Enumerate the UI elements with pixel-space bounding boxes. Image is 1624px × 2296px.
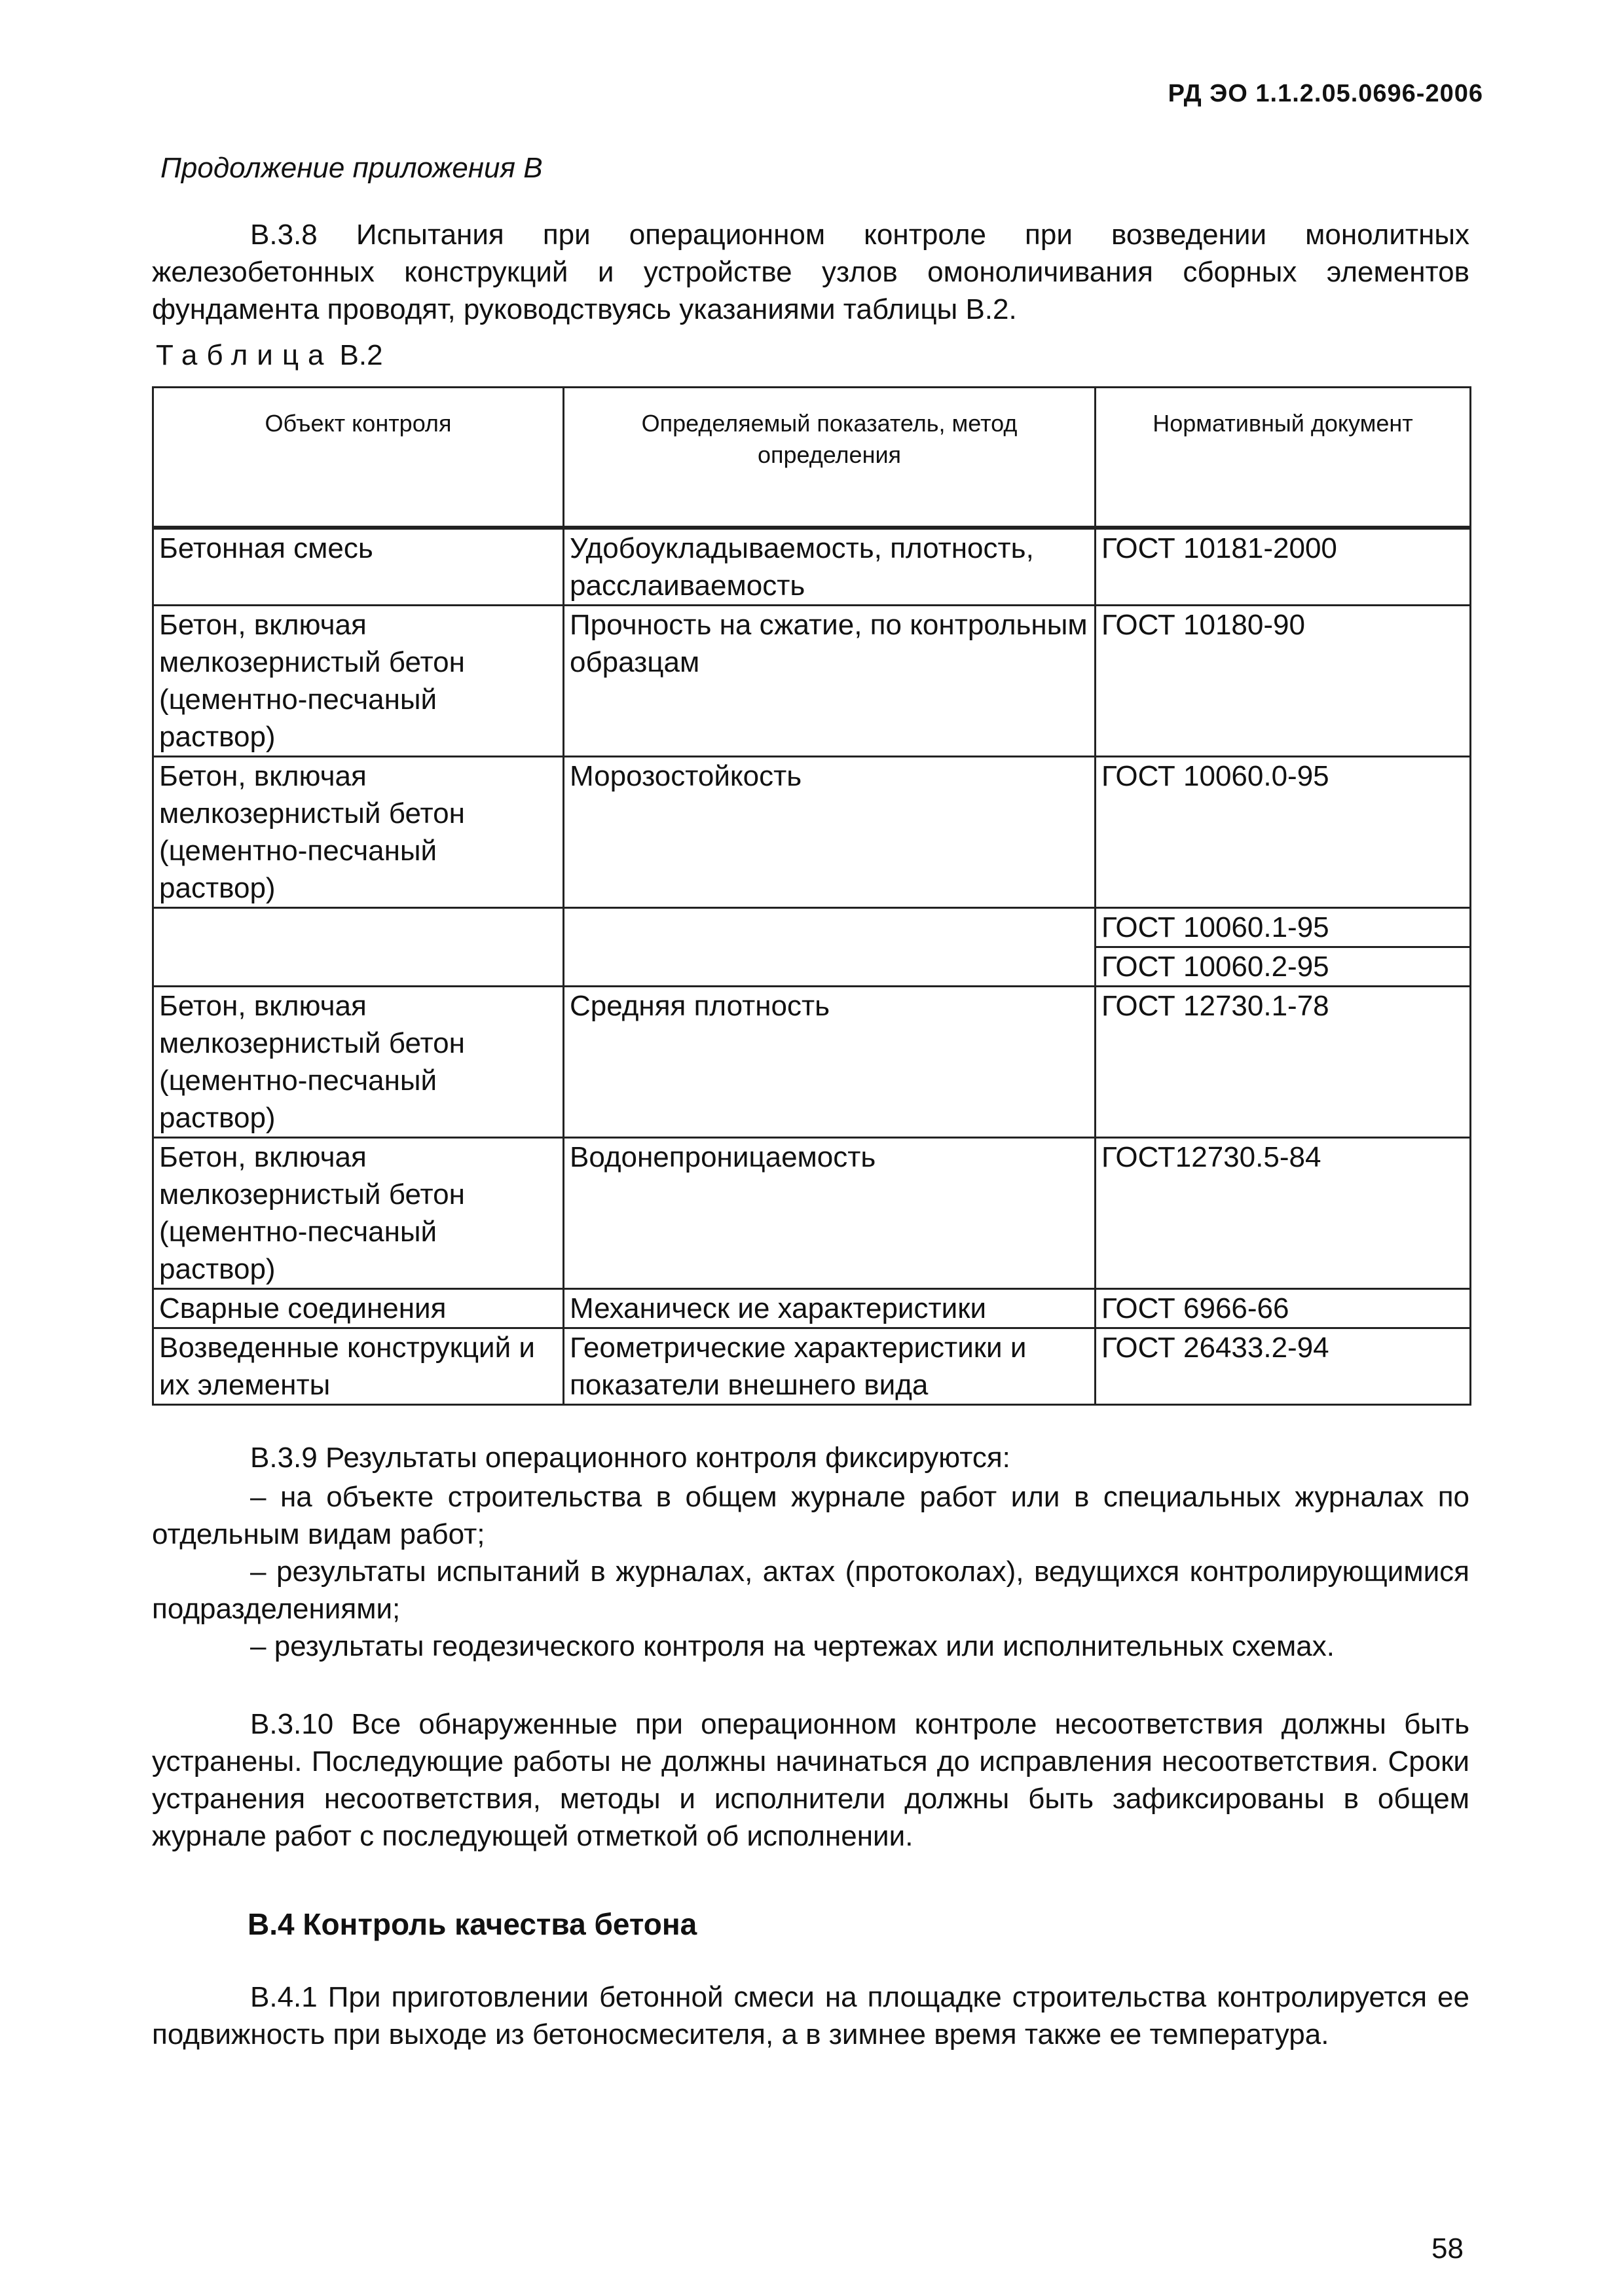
paragraph-b-3-10: В.3.10 Все обнаруженные при операционном контроле несоответствия должны быть устранены. Последующие работы не должны начинаться до исправления несоответствия. Сроки устранения несоответствия, методы и исполнители должны быть зафиксированы в общем журнале работ с последующей отметкой об исполнении. <box>152 1708 1469 1852</box>
cell-document: ГОСТ 6966-66 <box>1096 1289 1471 1328</box>
cell-document: ГОСТ 10181-2000 <box>1096 528 1471 606</box>
document-code: РД ЭО 1.1.2.05.0696-2006 <box>1168 80 1483 107</box>
cell-object: Бетонная смесь <box>153 528 564 606</box>
cell-document-line: ГОСТ 10060.1-95 <box>1101 911 1329 943</box>
table-row <box>153 1138 1471 1289</box>
cell-indicator <box>564 908 1096 987</box>
header-indicator: Определяемый показатель, метод определения <box>564 388 1096 528</box>
cell-document: ГОСТ 10180-90 <box>1096 606 1471 757</box>
paragraph-b-3-9: В.3.9 Результаты операционного контроля фиксируются: <box>250 1442 1010 1474</box>
cell-indicator: Удобоукладываемость, плотность, расслаиваемость <box>564 528 1096 606</box>
cell-document: ГОСТ12730.5-84 <box>1096 1138 1471 1289</box>
appendix-continuation-label: Продолжение приложения В <box>160 152 543 184</box>
cell-object: Бетон, включая мелкозернистый бетон (цементно-песчаный раствор) <box>153 987 564 1138</box>
paragraph-b-3-9-item: – на объекте строительства в общем журнале работ или в специальных журналах по отдельным видам работ; <box>152 1481 1469 1550</box>
paragraph-b-4-1: В.4.1 При приготовлении бетонной смеси на площадке строительства контролируется ее подвижность при выходе из бетоносмесителя, а в зимнее время также ее температура. <box>152 1981 1469 2050</box>
cell-indicator: Механическ ие характеристики <box>564 1289 1096 1328</box>
table-caption-word: Таблица <box>156 339 333 371</box>
paragraph-b-3-9-item: – результаты испытаний в журналах, актах (протоколах), ведущихся контролирующимися подразделениями; <box>152 1556 1469 1625</box>
table-row <box>153 1328 1471 1405</box>
table-row <box>153 528 1471 606</box>
cell-document: ГОСТ 12730.1-78 <box>1096 987 1471 1138</box>
cell-indicator: Геометрические характеристики и показатели внешнего вида <box>564 1328 1096 1405</box>
header-object: Объект контроля <box>153 388 564 528</box>
cell-object: Бетон, включая мелкозернистый бетон (цементно-песчаный раствор) <box>153 757 564 908</box>
table-caption-number: В.2 <box>339 339 383 371</box>
paragraph-b-3-8: В.3.8 Испытания при операционном контроле при возведении монолитных железобетонных конструкций и устройстве узлов омоноличивания сборных элементов фундамента проводят, руководствуясь указаниями таблицы В.2. <box>152 219 1469 325</box>
cell-indicator: Средняя плотность <box>564 987 1096 1138</box>
cell-document <box>1096 908 1471 987</box>
cell-object: Сварные соединения <box>153 1289 564 1328</box>
cell-object: Бетон, включая мелкозернистый бетон (цементно-песчаный раствор) <box>153 1138 564 1289</box>
table-row <box>153 908 1471 987</box>
cell-indicator: Водонепроницаемость <box>564 1138 1096 1289</box>
table-header-row <box>153 388 1471 528</box>
cell-indicator: Морозостойкость <box>564 757 1096 908</box>
cell-object <box>153 908 564 987</box>
table-row <box>153 757 1471 908</box>
cell-document-line: ГОСТ 10060.2-95 <box>1096 946 1469 985</box>
cell-document: ГОСТ 10060.0-95 <box>1096 757 1471 908</box>
table-row <box>153 606 1471 757</box>
cell-object: Возведенные конструкций и их элементы <box>153 1328 564 1405</box>
paragraph-b-3-9-item: – результаты геодезического контроля на чертежах или исполнительных схемах. <box>250 1630 1335 1662</box>
cell-document: ГОСТ 26433.2-94 <box>1096 1328 1471 1405</box>
table-row <box>153 987 1471 1138</box>
page-number: 58 <box>1431 2232 1464 2265</box>
cell-indicator: Прочность на сжатие, по контрольным образцам <box>564 606 1096 757</box>
table-caption <box>156 339 383 372</box>
control-table <box>152 386 1471 1406</box>
table-row <box>153 1289 1471 1328</box>
section-heading: В.4 Контроль качества бетона <box>248 1907 697 1941</box>
cell-object: Бетон, включая мелкозернистый бетон (цементно-песчаный раствор) <box>153 606 564 757</box>
header-document: Нормативный документ <box>1096 388 1471 528</box>
